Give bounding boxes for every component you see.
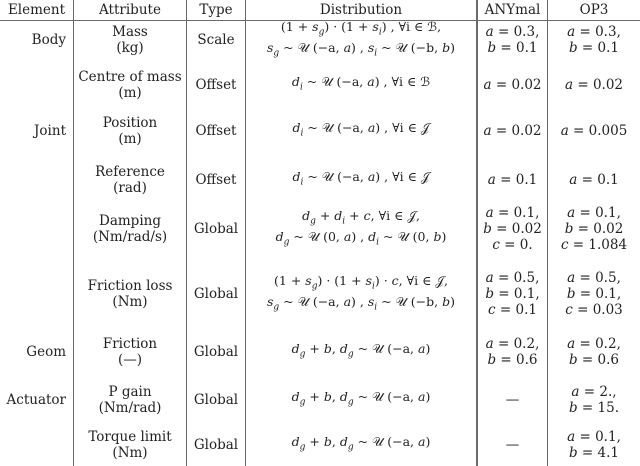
type-cell: Global — [193, 286, 239, 302]
distribution-cell — [246, 331, 476, 373]
distribution-line: $s_g$ ~ 𝒰 (−a, a) , $s_i$ ~ 𝒰 (−b, b) — [266, 40, 455, 59]
anymal-value: a = 0.3, — [485, 24, 540, 40]
anymal-value: a = 0.02 — [483, 77, 542, 93]
attribute-name: Torque limit — [88, 429, 172, 445]
distribution-cell — [246, 262, 476, 326]
anymal-value: a = 0.5, — [485, 270, 540, 286]
anymal-value: a = 0.1 — [487, 171, 538, 188]
distribution-line: $d_i$ ~ 𝒰 (−a, a) , ∀i ∈ ℬ — [291, 74, 431, 93]
attribute-unit: (rad) — [113, 179, 147, 196]
element-cell — [0, 424, 73, 466]
element-cell: Actuator — [6, 392, 66, 408]
element-cell: Body — [31, 32, 66, 48]
header-type: Type — [199, 2, 233, 18]
op3-value: c = 0.03 — [565, 302, 623, 318]
element-cell — [0, 203, 73, 255]
header-op3: OP3 — [579, 2, 609, 18]
op3-value-cell — [548, 424, 640, 466]
op3-value: b = 4.1 — [568, 445, 620, 461]
distribution-line: $d_g + b$, $d_g$ ~ 𝒰 (−a, a) — [291, 389, 431, 408]
distribution-line: $(1 + s_g) \cdot (1 + s_i) \cdot c$, ∀i ∈ 𝒥, — [274, 272, 448, 291]
op3-value: a = 0.3, — [567, 24, 621, 40]
op3-value: b = 0.02 — [564, 221, 624, 237]
anymal-value-cell — [478, 424, 547, 466]
distribution-line: $d_i$ ~ 𝒰 (−a, a) , ∀i ∈ 𝒥 — [292, 168, 430, 188]
op3-value: a = 0.1 — [569, 171, 619, 188]
attribute-name: Mass — [112, 24, 148, 40]
attribute-cell — [74, 378, 186, 422]
element-cell: Geom — [26, 344, 66, 360]
op3-value: b = 0.1, — [566, 286, 622, 302]
anymal-value: c = 0.1 — [488, 302, 537, 318]
attribute-cell — [74, 107, 186, 154]
attribute-unit: (m) — [118, 85, 142, 101]
anymal-value-cell — [478, 331, 547, 373]
element-cell — [0, 262, 73, 326]
anymal-value: b = 0.1, — [485, 286, 540, 302]
distribution-line: $s_g$ ~ 𝒰 (−a, a) , $s_i$ ~ 𝒰 (−b, b) — [266, 294, 455, 313]
op3-value: b = 0.1 — [568, 40, 620, 56]
anymal-value-cell — [478, 63, 547, 107]
type-cell: Offset — [195, 77, 237, 93]
type-cell: Global — [193, 221, 239, 237]
attribute-unit: (m) — [118, 130, 142, 147]
type-cell: Global — [193, 392, 239, 408]
distribution-cell — [246, 18, 476, 59]
attribute-unit: (kg) — [116, 40, 144, 56]
attribute-cell — [74, 21, 186, 59]
attribute-unit: (Nm/rad/s) — [92, 229, 168, 245]
attribute-cell — [74, 331, 186, 373]
anymal-value: c = 0. — [492, 237, 533, 253]
element-cell — [0, 63, 73, 107]
header-attribute: Attribute — [99, 2, 161, 18]
attribute-name: Reference — [95, 163, 165, 180]
distribution-cell — [246, 107, 476, 154]
attribute-cell — [74, 262, 186, 326]
op3-value: a = 0.02 — [564, 77, 623, 93]
attribute-name: Centre of mass — [78, 69, 182, 85]
distribution-line: $d_g + b$, $d_g$ ~ 𝒰 (−a, a) — [291, 434, 431, 453]
distribution-cell — [246, 424, 476, 466]
element-cell: Joint — [34, 122, 66, 139]
anymal-value: b = 0.6 — [487, 352, 538, 368]
anymal-value: b = 0.1 — [487, 40, 538, 56]
anymal-value: — — [505, 392, 520, 408]
anymal-value: a = 0.2, — [485, 336, 540, 352]
anymal-value-cell — [478, 378, 547, 422]
attribute-name: Friction — [102, 336, 158, 352]
attribute-unit: (Nm) — [112, 445, 148, 461]
attribute-cell — [74, 156, 186, 203]
op3-value-cell — [548, 331, 640, 373]
distribution-line: $d_i$ ~ 𝒰 (−a, a) , ∀i ∈ 𝒥 — [292, 119, 430, 139]
op3-value: b = 0.6 — [568, 352, 620, 368]
op3-value-cell — [548, 63, 640, 107]
distribution-line: $d_g + d_i + c$, ∀i ∈ 𝒥, — [302, 207, 420, 226]
anymal-value-cell — [478, 262, 547, 326]
type-cell: Global — [193, 344, 239, 360]
op3-value-cell — [548, 378, 640, 422]
distribution-line: $(1 + s_g) \cdot (1 + s_i)$ , ∀i ∈ ℬ, — [280, 18, 442, 37]
anymal-value: a = 0.1, — [485, 205, 540, 221]
distribution-cell — [246, 378, 476, 422]
header-distribution: Distribution — [319, 2, 403, 18]
anymal-value: b = 0.02 — [483, 221, 542, 237]
type-cell: Global — [193, 437, 239, 453]
type-cell: Offset — [195, 122, 237, 139]
type-cell: Scale — [197, 32, 235, 48]
attribute-cell — [74, 63, 186, 107]
anymal-value-cell — [478, 156, 547, 203]
header-anymal: ANYmal — [484, 2, 541, 18]
op3-value-cell — [548, 203, 640, 255]
op3-value: a = 0.1, — [567, 205, 621, 221]
attribute-unit: (Nm/rad) — [98, 400, 162, 416]
op3-value: a = 0.1, — [567, 429, 621, 445]
op3-value: b = 15. — [568, 400, 620, 416]
attribute-unit: (—) — [117, 352, 143, 368]
attribute-unit: (Nm) — [112, 294, 148, 310]
element-cell — [0, 156, 73, 203]
anymal-value-cell — [478, 107, 547, 154]
op3-value: c = 1.084 — [560, 237, 628, 253]
attribute-name: Friction loss — [87, 278, 173, 294]
op3-value: a = 2., — [571, 384, 617, 400]
distribution-line: $d_g$ ~ 𝒰 (0, a) , $d_i$ ~ 𝒰 (0, b) — [275, 229, 447, 248]
op3-value-cell — [548, 21, 640, 59]
op3-value-cell — [548, 262, 640, 326]
attribute-name: P gain — [108, 384, 152, 400]
anymal-value-cell — [478, 203, 547, 255]
distribution-cell — [246, 63, 476, 107]
anymal-value: — — [505, 437, 520, 453]
distribution-line: $d_g + b$, $d_g$ ~ 𝒰 (−a, a) — [291, 341, 431, 360]
attribute-cell — [74, 203, 186, 255]
op3-value: a = 0.005 — [560, 122, 628, 139]
header-element: Element — [7, 2, 66, 18]
op3-value: a = 0.2, — [567, 336, 621, 352]
attribute-name: Damping — [99, 213, 161, 229]
op3-value-cell — [548, 107, 640, 154]
attribute-cell — [74, 424, 186, 466]
distribution-cell — [246, 203, 476, 255]
attribute-name: Position — [102, 114, 158, 131]
distribution-cell — [246, 156, 476, 203]
op3-value-cell — [548, 156, 640, 203]
anymal-value-cell — [478, 21, 547, 59]
op3-value: a = 0.5, — [567, 270, 621, 286]
type-cell: Offset — [195, 171, 237, 188]
anymal-value: a = 0.02 — [483, 122, 542, 139]
